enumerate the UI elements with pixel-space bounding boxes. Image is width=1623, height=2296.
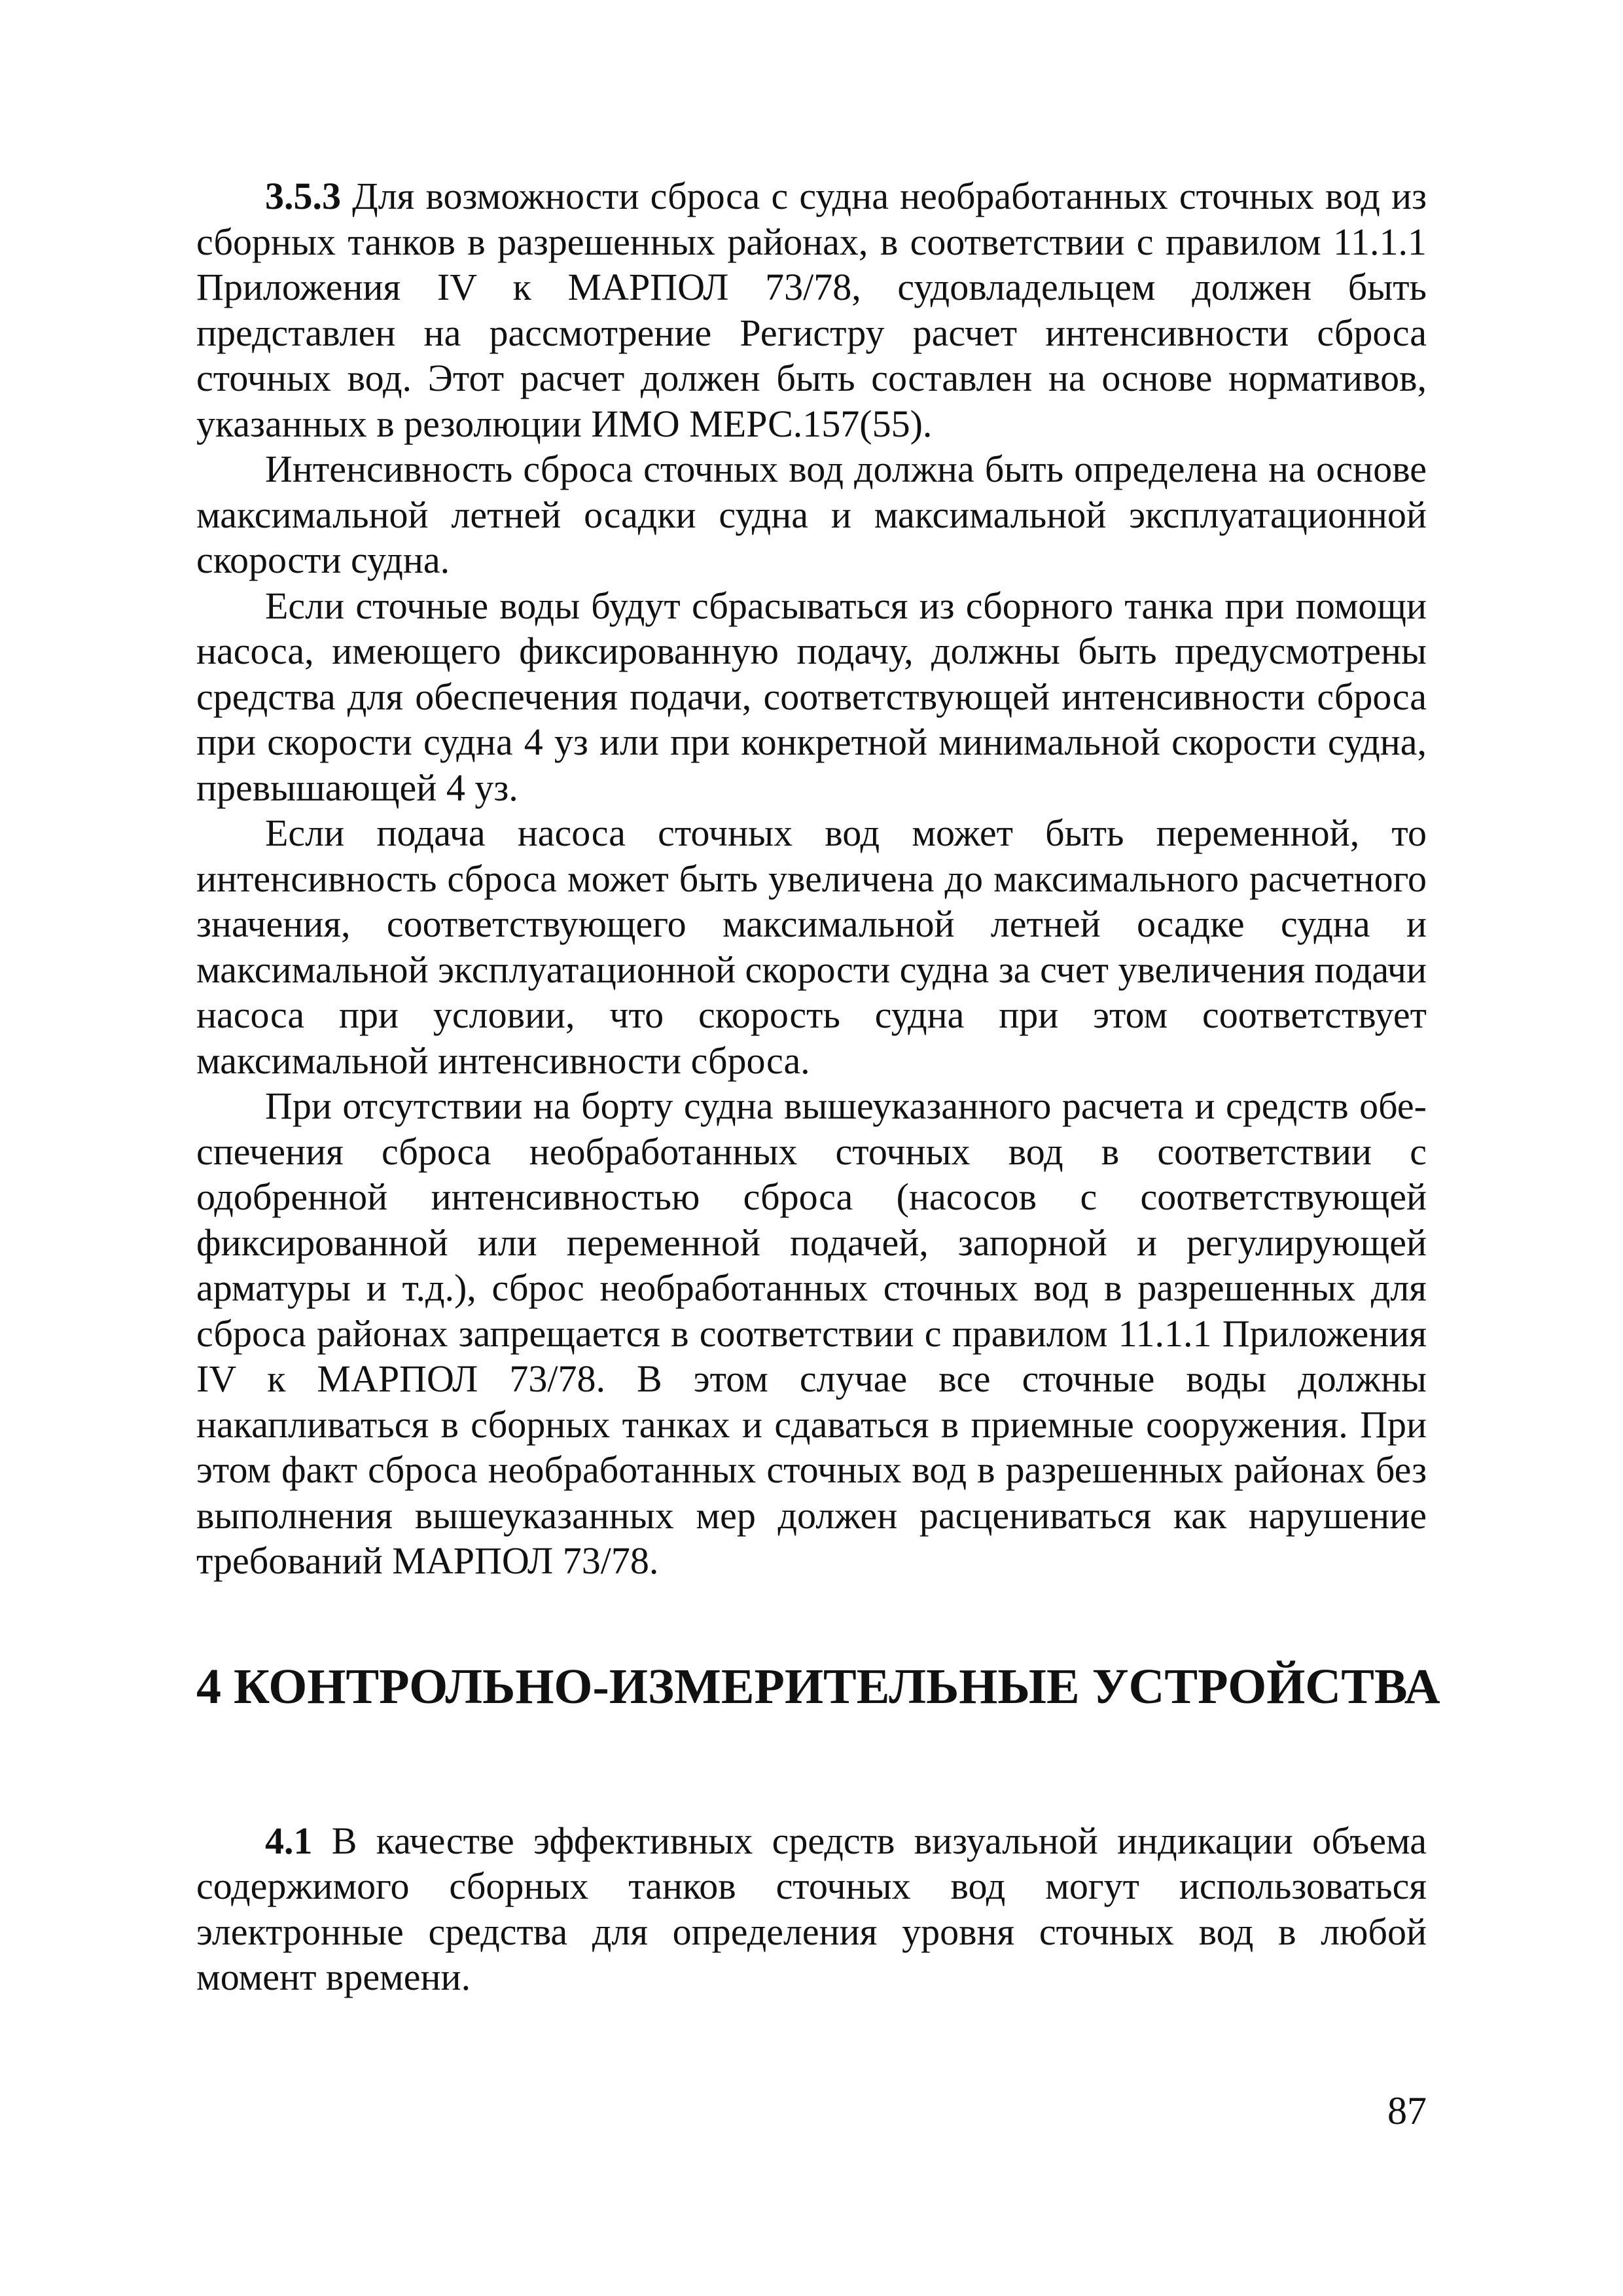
- page-number: 87: [1387, 2089, 1427, 2132]
- paragraph-discharge-rate: [196, 446, 1427, 583]
- paragraph-text: При отсутствии на борту судна вышеуказанного расчета и средств обеспечения сброса необработанных сточных вод в соответствии с одобренной интенсивностью сброса (насосов с соответствующей фиксированной или переменной подачей, запорной и регулирующей арматуры и т.д.), сброс необработанных сточных вод в разрешенных для сброса районах запрещается в соответствии с правилом 11.1.1 Приложения IV к МАРПОЛ 73/78. В этом случае все сточные воды должны накапливаться в сборных танках и сдаваться в приемные сооружения. При этом факт сброса необработанных сточных вод в разрешенных районах без выполнения вышеуказанных мер должен расцениваться как нарушение требований МАРПОЛ 73/78.: [196, 1085, 1427, 1582]
- clause-number: 4.1: [265, 1819, 313, 1862]
- paragraph-discharge-prohibited: [196, 1083, 1427, 1584]
- paragraph-text: Если сточные воды будут сбрасываться из сборного танка при помощи насоса, имеющего фиксированную подачу, должны быть предусмотрены средства для обеспечения подачи, соответствующей интенсивности сброса при скорости судна 4 уз или при конкретной минимальной скорости судна, превышающей 4 уз.: [196, 584, 1427, 809]
- paragraph-text: Для возможности сброса с судна необработанных сточных вод из сборных танков в разрешенных районах, в соответствии с правилом 11.1.1 Приложения IV к МАРПОЛ 73/78, судовладельцем должен быть представлен на рассмотрение Регистру расчет интенсивности сброса сточных вод. Этот расчет должен быть составлен на основе нормативов, указанных в резолюции ИМО МЕРС.157(55).: [196, 175, 1427, 445]
- section-heading: 4 КОНТРОЛЬНО-ИЗМЕРИТЕЛЬНЫЕ УСТРОЙСТВА: [196, 1659, 1440, 1714]
- paragraph-text: Интенсивность сброса сточных вод должна быть определена на основе максимальной летней осадки судна и максимальной эксплуатационной скорости судна.: [196, 448, 1427, 581]
- paragraph-text: В качестве эффективных средств визуальной индикации объема содержимого сборных танков сточных вод могут использоваться электронные средства для определения уровня сточных вод в любой момент времени.: [196, 1819, 1427, 1998]
- page-content: [196, 173, 1440, 2000]
- paragraph-3-5-3: [196, 173, 1427, 446]
- paragraph-text: Если подача насоса сточных вод может быть переменной, то интенсивность сброса может быть увеличена до максимального расчетного значения, соответствующего максимальной летней осадке судна и максимальной эксплуатационной скорости судна за счет увеличения подачи насоса при условии, что скорость судна при этом соответствует максимальной интенсивности сброса.: [196, 812, 1427, 1082]
- paragraph-variable-pump: [196, 810, 1427, 1083]
- paragraph-4-1: [196, 1818, 1427, 2000]
- paragraph-fixed-pump: [196, 583, 1427, 811]
- clause-number: 3.5.3: [265, 175, 341, 217]
